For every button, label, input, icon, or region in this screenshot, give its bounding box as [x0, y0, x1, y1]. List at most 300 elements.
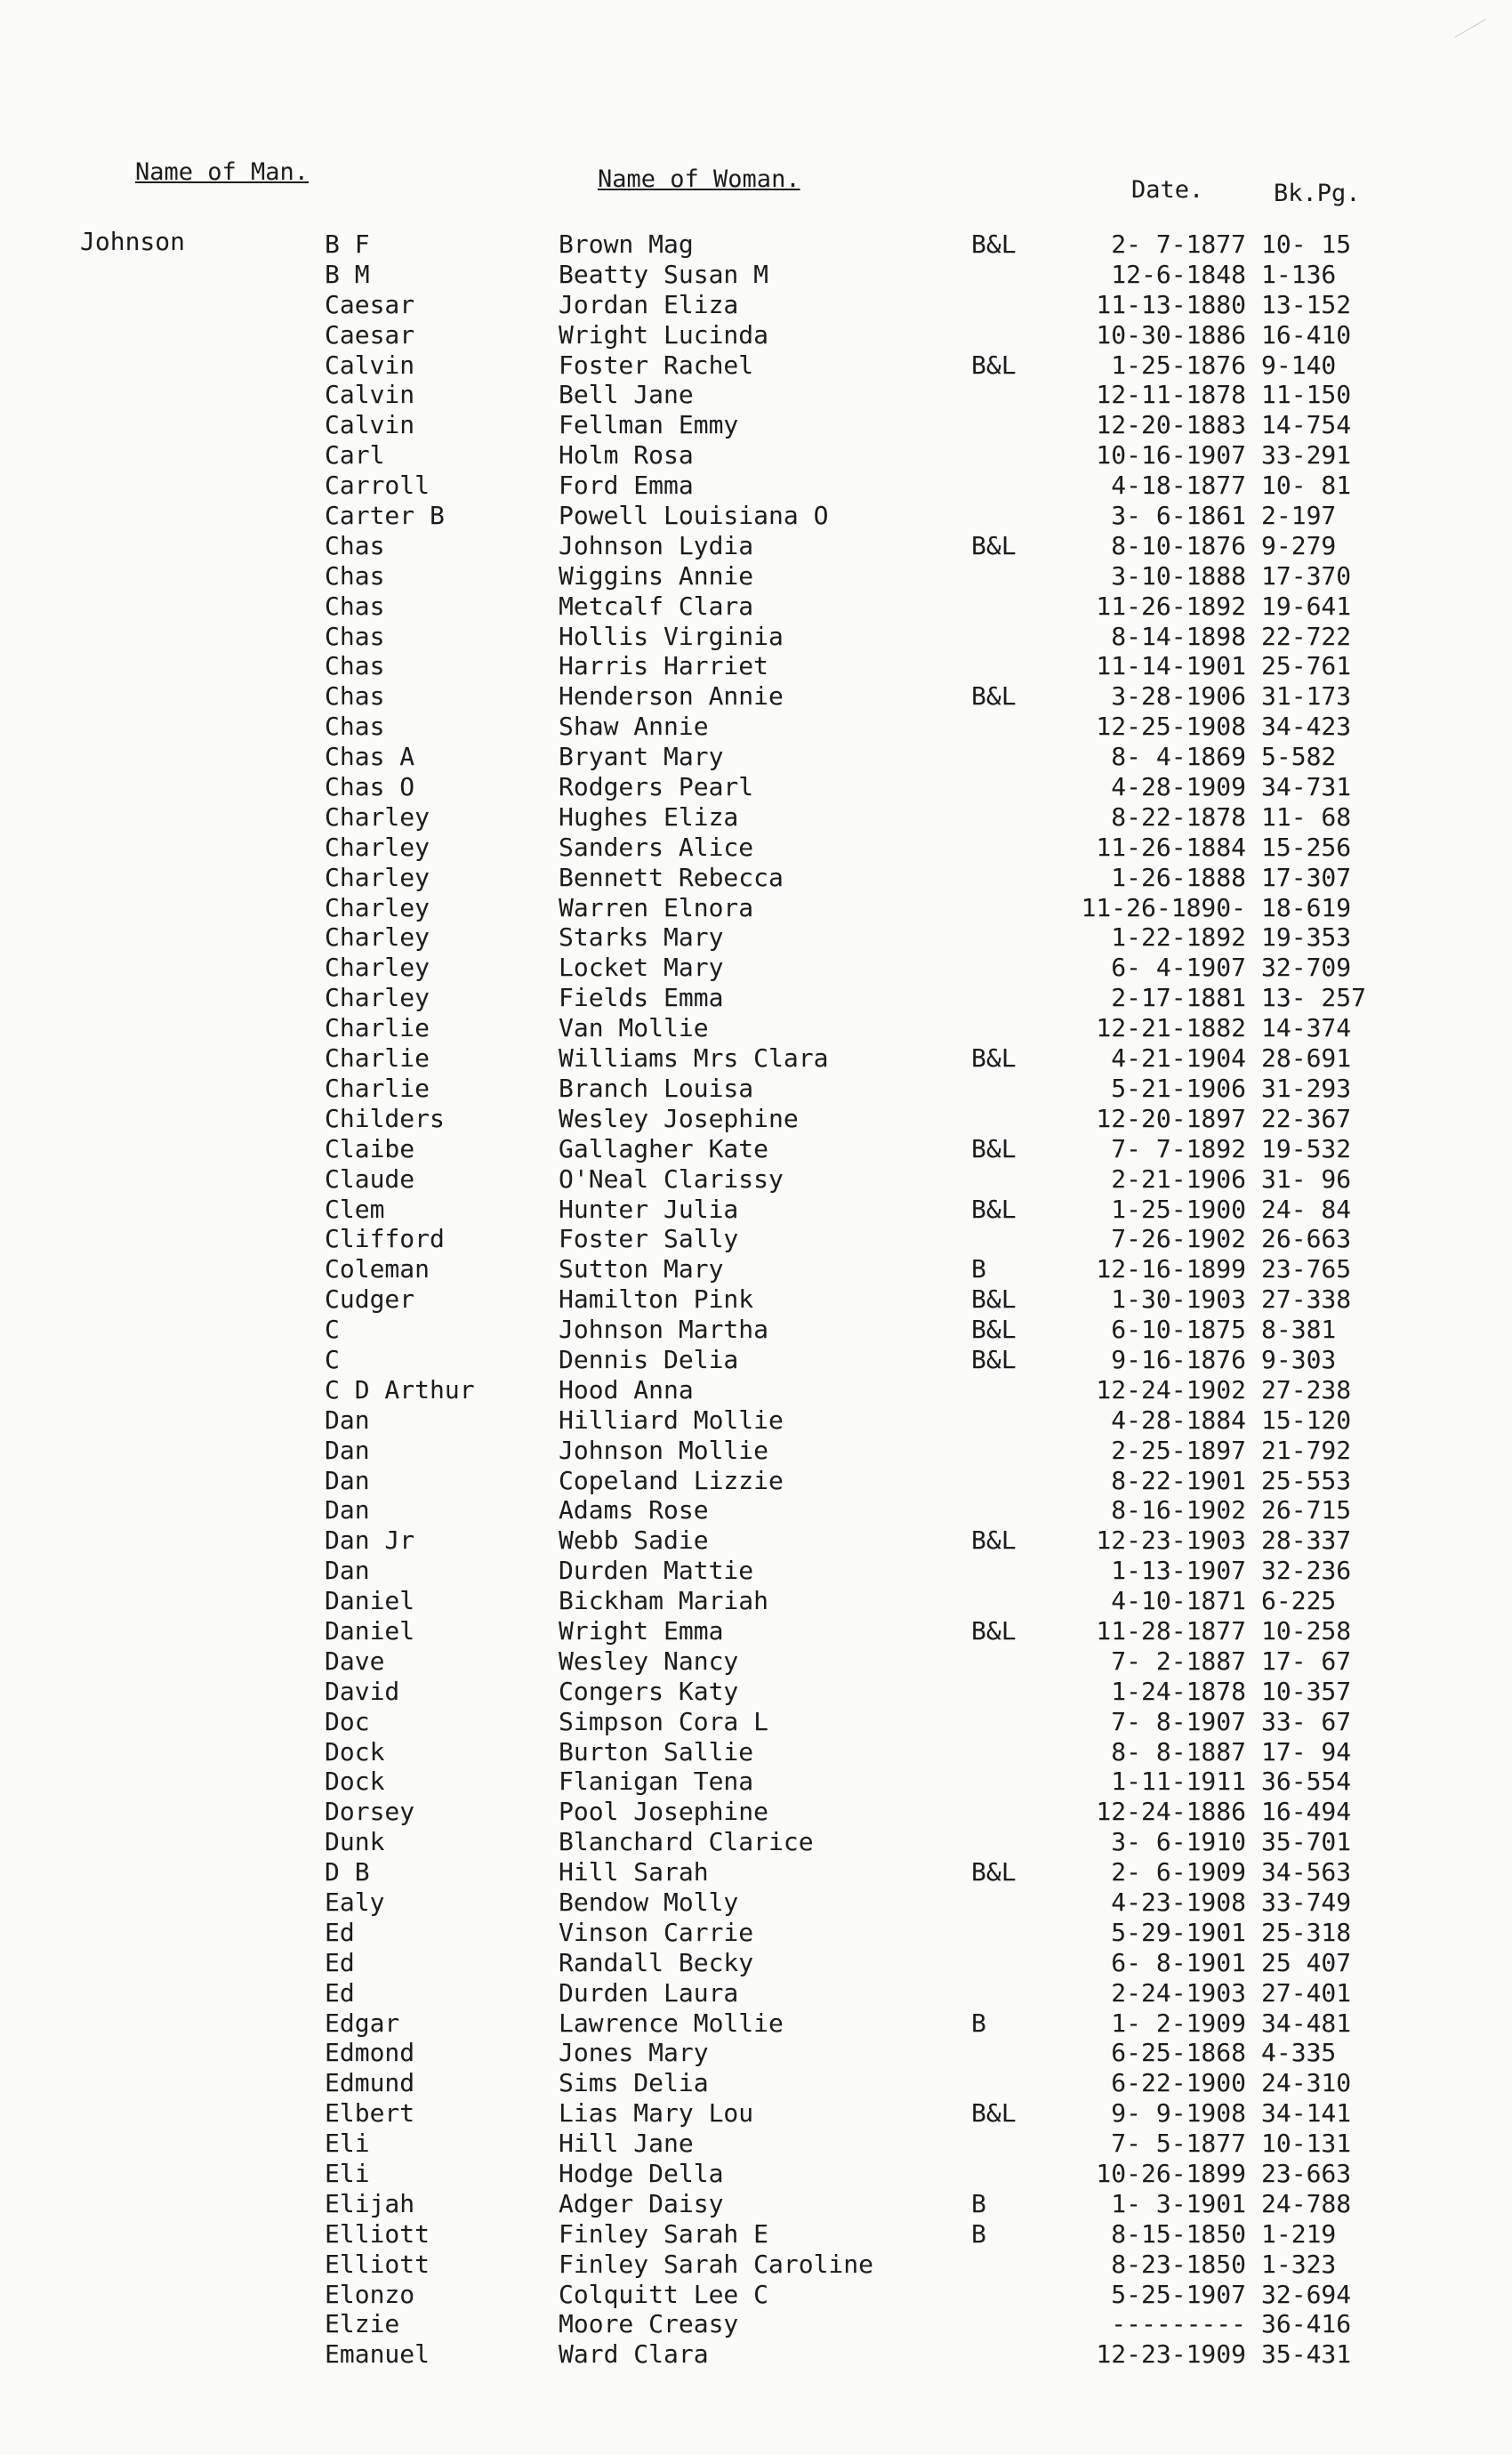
header-name-of-woman: Name of Woman.: [598, 165, 800, 193]
marriage-date: 3- 6-1861: [1111, 501, 1246, 531]
book-page: 33- 67: [1261, 1706, 1352, 1736]
marriage-date: 8- 4-1869: [1111, 742, 1246, 772]
groom-name: Charley: [325, 922, 430, 953]
marriage-date: 12-24-1902: [1096, 1374, 1246, 1405]
book-page: 16-410: [1261, 319, 1352, 350]
book-page: 27-338: [1261, 1284, 1352, 1315]
groom-name: Chas: [325, 712, 385, 742]
book-page: 18-619: [1261, 892, 1352, 922]
record-row: [0, 1195, 1512, 1225]
record-row: [0, 1134, 1512, 1164]
groom-name: Doc: [325, 1706, 370, 1736]
record-row: [0, 893, 1512, 923]
license-code: B: [971, 2218, 986, 2249]
book-page: 4-335: [1261, 2038, 1337, 2068]
book-page: 17-370: [1261, 560, 1352, 591]
groom-name: Elbert: [325, 2098, 415, 2129]
marriage-date: 8- 8-1887: [1111, 1736, 1246, 1767]
marriage-date: 7- 8-1907: [1111, 1706, 1246, 1736]
groom-name: C D Arthur: [325, 1374, 475, 1405]
groom-name: Charlie: [325, 1043, 430, 1074]
groom-name: Dorsey: [325, 1797, 415, 1827]
groom-name: Daniel: [325, 1586, 415, 1616]
groom-name: Charley: [325, 892, 430, 922]
bride-name: Shaw Annie: [559, 712, 709, 742]
record-row: [0, 2008, 1512, 2039]
groom-name: Ed: [325, 1947, 355, 1977]
groom-name: B M: [325, 259, 370, 289]
groom-name: Charlie: [325, 1013, 430, 1043]
book-page: 34-481: [1261, 2008, 1352, 2038]
book-page: 36-416: [1261, 2309, 1352, 2339]
marriage-date: 12-11-1878: [1096, 380, 1246, 410]
record-row: [0, 1646, 1512, 1677]
record-row: [0, 802, 1512, 833]
bride-name: Locket Mary: [559, 953, 724, 983]
bride-name: Hodge Della: [559, 2159, 724, 2188]
marriage-date: 8-16-1902: [1111, 1495, 1246, 1525]
marriage-date: 6-25-1868: [1111, 2038, 1246, 2068]
marriage-date: 2-17-1881: [1111, 983, 1246, 1013]
record-row: [0, 1164, 1512, 1195]
marriage-date: 4-21-1904: [1111, 1043, 1246, 1074]
marriage-date: 3-10-1888: [1111, 560, 1246, 591]
book-page: 6-225: [1261, 1586, 1337, 1616]
marriage-date: 2- 6-1909: [1111, 1857, 1246, 1888]
record-row: [0, 2219, 1512, 2250]
marriage-date: 1- 3-1901: [1111, 2188, 1246, 2218]
bride-name: Adams Rose: [559, 1495, 709, 1525]
groom-name: Charley: [325, 832, 430, 862]
marriage-date: 2-24-1903: [1111, 1977, 1246, 2008]
book-page: 11-150: [1261, 380, 1352, 410]
groom-name: D B: [325, 1857, 370, 1888]
groom-name: Charley: [325, 801, 430, 832]
marriage-date: 12-24-1886: [1096, 1797, 1246, 1827]
book-page: 19-641: [1261, 591, 1352, 621]
book-page: 15-120: [1261, 1405, 1352, 1435]
book-page: 10- 15: [1261, 229, 1352, 259]
record-row: [0, 1737, 1512, 1767]
book-page: 25-318: [1261, 1917, 1352, 1947]
book-page: 13-152: [1261, 289, 1352, 319]
record-row: [0, 380, 1512, 410]
marriage-date: 8-22-1878: [1111, 801, 1246, 832]
bride-name: Johnson Lydia: [559, 530, 754, 560]
book-page: 26-715: [1261, 1495, 1352, 1525]
book-page: 17- 67: [1261, 1646, 1352, 1676]
marriage-date: 6- 8-1901: [1111, 1947, 1246, 1977]
bride-name: Sutton Mary: [559, 1254, 724, 1284]
record-row: [0, 1104, 1512, 1134]
groom-name: Elijah: [325, 2188, 415, 2218]
groom-name: Dunk: [325, 1827, 385, 1857]
book-page: 19-353: [1261, 922, 1352, 953]
groom-name: Ed: [325, 1917, 355, 1947]
bride-name: Branch Louisa: [559, 1073, 754, 1103]
groom-name: Elzie: [325, 2309, 400, 2339]
bride-name: Durden Mattie: [559, 1556, 754, 1586]
bride-name: Jordan Eliza: [559, 289, 739, 319]
bride-name: Williams Mrs Clara: [559, 1043, 829, 1074]
bride-name: Bell Jane: [559, 380, 694, 410]
record-row: [0, 229, 1512, 260]
header-book-page: Bk.Pg.: [1274, 180, 1361, 207]
bride-name: Hill Sarah: [559, 1857, 709, 1888]
bride-name: Lawrence Mollie: [559, 2008, 784, 2038]
book-page: 33-291: [1261, 440, 1352, 471]
book-page: 33-749: [1261, 1887, 1352, 1917]
book-page: 9-279: [1261, 530, 1337, 560]
marriage-date: 4-28-1909: [1111, 772, 1246, 802]
bride-name: Starks Mary: [559, 922, 724, 953]
marriage-date: ---------: [1111, 2309, 1246, 2339]
license-code: B&L: [971, 1133, 1017, 1163]
book-page: 31-173: [1261, 681, 1352, 712]
marriage-date: 12-20-1897: [1096, 1103, 1246, 1133]
groom-name: Calvin: [325, 410, 415, 440]
groom-name: Elliott: [325, 2218, 430, 2249]
book-page: 1-323: [1261, 2249, 1337, 2279]
record-row: [0, 2250, 1512, 2280]
book-page: 24- 84: [1261, 1194, 1352, 1224]
book-page: 34-141: [1261, 2098, 1352, 2129]
bride-name: Randall Becky: [559, 1947, 754, 1977]
bride-name: Bennett Rebecca: [559, 862, 784, 892]
book-page: 19-532: [1261, 1133, 1352, 1163]
groom-name: Dock: [325, 1736, 385, 1767]
groom-name: Dave: [325, 1646, 385, 1676]
marriage-date: 11-26-1884: [1096, 832, 1246, 862]
book-page: 14-374: [1261, 1013, 1352, 1043]
record-row: [0, 742, 1512, 772]
license-code: B&L: [971, 1284, 1017, 1315]
groom-name: Edgar: [325, 2008, 400, 2038]
marriage-date: 2-25-1897: [1111, 1435, 1246, 1465]
groom-name: Cudger: [325, 1284, 415, 1315]
groom-name: Edmond: [325, 2038, 415, 2068]
groom-name: Emanuel: [325, 2339, 430, 2370]
book-page: 16-494: [1261, 1797, 1352, 1827]
record-row: [0, 833, 1512, 863]
license-code: B&L: [971, 1857, 1017, 1888]
groom-name: Calvin: [325, 380, 415, 410]
marriage-date: 8-22-1901: [1111, 1465, 1246, 1495]
bride-name: Wright Lucinda: [559, 319, 769, 350]
book-page: 14-754: [1261, 410, 1352, 440]
book-page: 9-303: [1261, 1344, 1337, 1374]
marriage-date: 3-28-1906: [1111, 681, 1246, 712]
book-page: 28-691: [1261, 1043, 1352, 1074]
bride-name: Finley Sarah E: [559, 2218, 769, 2249]
book-page: 36-554: [1261, 1767, 1352, 1797]
groom-name: Dan: [325, 1435, 370, 1465]
groom-name: Chas: [325, 591, 385, 621]
bride-name: Wesley Nancy: [559, 1646, 739, 1676]
marriage-date: 1-22-1892: [1111, 922, 1246, 953]
marriage-date: 7- 7-1892: [1111, 1133, 1246, 1163]
book-page: 8-381: [1261, 1315, 1337, 1345]
book-page: 17-307: [1261, 862, 1352, 892]
bride-name: Hollis Virginia: [559, 621, 784, 651]
marriage-date: 12-6-1848: [1111, 259, 1246, 289]
book-page: 23-663: [1261, 2159, 1352, 2188]
groom-name: Charley: [325, 953, 430, 983]
marriage-date: 8-15-1850: [1111, 2218, 1246, 2249]
groom-name: Carter B: [325, 501, 445, 531]
book-page: 34-563: [1261, 1857, 1352, 1888]
groom-name: Dan: [325, 1495, 370, 1525]
marriage-date: 1-24-1878: [1111, 1676, 1246, 1706]
bride-name: Webb Sadie: [559, 1525, 709, 1556]
record-row: [0, 1888, 1512, 1918]
record-row: [0, 1767, 1512, 1797]
groom-name: Eli: [325, 2129, 370, 2159]
record-row: [0, 1857, 1512, 1888]
groom-name: Calvin: [325, 350, 415, 380]
groom-name: Dan: [325, 1556, 370, 1586]
bride-name: Hughes Eliza: [559, 801, 739, 832]
groom-name: Charlie: [325, 1073, 430, 1103]
record-row: [0, 410, 1512, 440]
book-page: 24-788: [1261, 2188, 1352, 2218]
book-page: 24-310: [1261, 2068, 1352, 2098]
bride-name: Van Mollie: [559, 1013, 709, 1043]
bride-name: Powell Louisiana O: [559, 501, 829, 531]
book-page: 31- 96: [1261, 1163, 1352, 1194]
license-code: B&L: [971, 530, 1017, 560]
record-row: [0, 1254, 1512, 1284]
bride-name: Hunter Julia: [559, 1194, 739, 1224]
book-page: 21-792: [1261, 1435, 1352, 1465]
record-row: [0, 2339, 1512, 2370]
record-row: [0, 1616, 1512, 1646]
record-row: [0, 1436, 1512, 1466]
bride-name: Warren Elnora: [559, 892, 754, 922]
marriage-date: 9-16-1876: [1111, 1344, 1246, 1374]
bride-name: Fields Emma: [559, 983, 724, 1013]
bride-name: Hamilton Pink: [559, 1284, 754, 1315]
bride-name: Burton Sallie: [559, 1736, 754, 1767]
license-code: B&L: [971, 1615, 1017, 1646]
record-row: [0, 1797, 1512, 1827]
groom-name: Dan: [325, 1465, 370, 1495]
marriage-date: 1-30-1903: [1111, 1284, 1246, 1315]
record-row: [0, 1525, 1512, 1556]
marriage-date: 6- 4-1907: [1111, 953, 1246, 983]
book-page: 32-709: [1261, 953, 1352, 983]
groom-name: Carl: [325, 440, 385, 471]
license-code: B: [971, 2008, 986, 2038]
marriage-date: 2-21-1906: [1111, 1163, 1246, 1194]
marriage-date: 8-10-1876: [1111, 530, 1246, 560]
bride-name: Fellman Emmy: [559, 410, 739, 440]
license-code: B&L: [971, 1315, 1017, 1345]
marriage-date: 4-18-1877: [1111, 471, 1246, 501]
marriage-date: 11-14-1901: [1096, 651, 1246, 681]
bride-name: Durden Laura: [559, 1977, 739, 2008]
marriage-date: 12-25-1908: [1096, 712, 1246, 742]
marriage-date: 8-14-1898: [1111, 621, 1246, 651]
license-code: B&L: [971, 1525, 1017, 1556]
record-row: [0, 1224, 1512, 1254]
license-code: B: [971, 1254, 986, 1284]
groom-name: Dan: [325, 1405, 370, 1435]
bride-name: O'Neal Clarissy: [559, 1163, 784, 1194]
book-page: 2-197: [1261, 501, 1337, 531]
book-page: 5-582: [1261, 742, 1337, 772]
book-page: 34-731: [1261, 772, 1352, 802]
marriage-records-list: [0, 229, 1512, 2370]
record-row: [0, 863, 1512, 893]
marriage-date: 1-13-1907: [1111, 1556, 1246, 1586]
groom-name: Ealy: [325, 1887, 385, 1917]
surname-label: Johnson: [80, 227, 186, 256]
corner-scan-mark: [1454, 19, 1494, 52]
book-page: 32-694: [1261, 2279, 1352, 2309]
record-row: [0, 1284, 1512, 1315]
bride-name: Simpson Cora L: [559, 1706, 769, 1736]
marriage-date: 6-10-1875: [1111, 1315, 1246, 1345]
groom-name: Elliott: [325, 2249, 430, 2279]
marriage-date: 7-26-1902: [1111, 1224, 1246, 1254]
record-row: [0, 651, 1512, 681]
bride-name: Henderson Annie: [559, 681, 784, 712]
marriage-date: 4-28-1884: [1111, 1405, 1246, 1435]
bride-name: Harris Harriet: [559, 651, 769, 681]
groom-name: Childers: [325, 1103, 445, 1133]
record-row: [0, 2068, 1512, 2098]
marriage-date: 4-10-1871: [1111, 1586, 1246, 1616]
bride-name: Foster Rachel: [559, 350, 754, 380]
groom-name: Edmund: [325, 2068, 415, 2098]
record-row: [0, 1677, 1512, 1707]
book-page: 25 407: [1261, 1947, 1352, 1977]
record-row: [0, 772, 1512, 802]
groom-name: Ed: [325, 1977, 355, 2008]
bride-name: Gallagher Kate: [559, 1133, 769, 1163]
record-row: [0, 592, 1512, 622]
bride-name: Johnson Martha: [559, 1315, 769, 1345]
bride-name: Copeland Lizzie: [559, 1465, 784, 1495]
groom-name: B F: [325, 229, 370, 259]
groom-name: Chas O: [325, 772, 415, 802]
marriage-date: 7- 5-1877: [1111, 2129, 1246, 2159]
bride-name: Wesley Josephine: [559, 1103, 799, 1133]
license-code: B: [971, 2188, 986, 2218]
bride-name: Ford Emma: [559, 471, 694, 501]
bride-name: Ward Clara: [559, 2339, 709, 2370]
record-row: [0, 2159, 1512, 2189]
bride-name: Holm Rosa: [559, 440, 694, 471]
bride-name: Adger Daisy: [559, 2188, 724, 2218]
record-row: [0, 1013, 1512, 1043]
marriage-date: 9- 9-1908: [1111, 2098, 1246, 2129]
bride-name: Jones Mary: [559, 2038, 709, 2068]
record-row: [0, 2280, 1512, 2310]
license-code: B&L: [971, 229, 1017, 259]
marriage-date: 5-25-1907: [1111, 2279, 1246, 2309]
groom-name: Clem: [325, 1194, 385, 1224]
book-page: 13- 257: [1261, 983, 1367, 1013]
book-page: 31-293: [1261, 1073, 1352, 1103]
groom-name: Claude: [325, 1163, 415, 1194]
bride-name: Lias Mary Lou: [559, 2098, 754, 2129]
license-code: B&L: [971, 2098, 1017, 2129]
book-page: 11- 68: [1261, 801, 1352, 832]
groom-name: Caesar: [325, 289, 415, 319]
record-row: [0, 2098, 1512, 2129]
record-row: [0, 712, 1512, 742]
record-row: [0, 531, 1512, 561]
record-row: [0, 1827, 1512, 1857]
marriage-date: 10-26-1899: [1096, 2159, 1246, 2188]
header-name-of-man: Name of Man.: [135, 158, 310, 186]
bride-name: Bryant Mary: [559, 742, 724, 772]
book-page: 9-140: [1261, 350, 1337, 380]
groom-name: Eli: [325, 2159, 370, 2188]
groom-name: Claibe: [325, 1133, 415, 1163]
record-row: [0, 440, 1512, 471]
bride-name: Wiggins Annie: [559, 560, 754, 591]
book-page: 34-423: [1261, 712, 1352, 742]
record-row: [0, 561, 1512, 592]
marriage-date: 6-22-1900: [1111, 2068, 1246, 2098]
record-row: [0, 501, 1512, 531]
book-page: 10-357: [1261, 1676, 1352, 1706]
record-row: [0, 2189, 1512, 2219]
groom-name: Dan Jr: [325, 1525, 415, 1556]
groom-name: Chas A: [325, 742, 415, 772]
marriage-date: 12-16-1899: [1096, 1254, 1246, 1284]
groom-name: Charley: [325, 862, 430, 892]
marriage-date: 12-20-1883: [1096, 410, 1246, 440]
record-row: [0, 471, 1512, 501]
book-page: 35-431: [1261, 2339, 1352, 2370]
groom-name: Chas: [325, 621, 385, 651]
marriage-date: 12-23-1903: [1096, 1525, 1246, 1556]
record-row: [0, 1556, 1512, 1586]
marriage-date: 2- 7-1877: [1111, 229, 1246, 259]
book-page: 32-236: [1261, 1556, 1352, 1586]
bride-name: Pool Josephine: [559, 1797, 769, 1827]
marriage-date: 4-23-1908: [1111, 1887, 1246, 1917]
groom-name: Chas: [325, 651, 385, 681]
record-row: [0, 1405, 1512, 1436]
groom-name: C: [325, 1344, 340, 1374]
book-page: 25-761: [1261, 651, 1352, 681]
record-row: [0, 681, 1512, 712]
bride-name: Rodgers Pearl: [559, 772, 754, 802]
bride-name: Sims Delia: [559, 2068, 709, 2098]
record-row: [0, 260, 1512, 290]
marriage-date: 10-16-1907: [1096, 440, 1246, 471]
record-row: [0, 290, 1512, 320]
book-page: 28-337: [1261, 1525, 1352, 1556]
record-row: [0, 350, 1512, 381]
bride-name: Hill Jane: [559, 2129, 694, 2159]
record-row: [0, 922, 1512, 953]
bride-name: Finley Sarah Caroline: [559, 2249, 874, 2279]
book-page: 17- 94: [1261, 1736, 1352, 1767]
book-page: 27-238: [1261, 1374, 1352, 1405]
book-page: 27-401: [1261, 1977, 1352, 2008]
marriage-date: 3- 6-1910: [1111, 1827, 1246, 1857]
bride-name: Brown Mag: [559, 229, 694, 259]
record-row: [0, 983, 1512, 1013]
book-page: 1-219: [1261, 2218, 1337, 2249]
record-row: [0, 1707, 1512, 1737]
